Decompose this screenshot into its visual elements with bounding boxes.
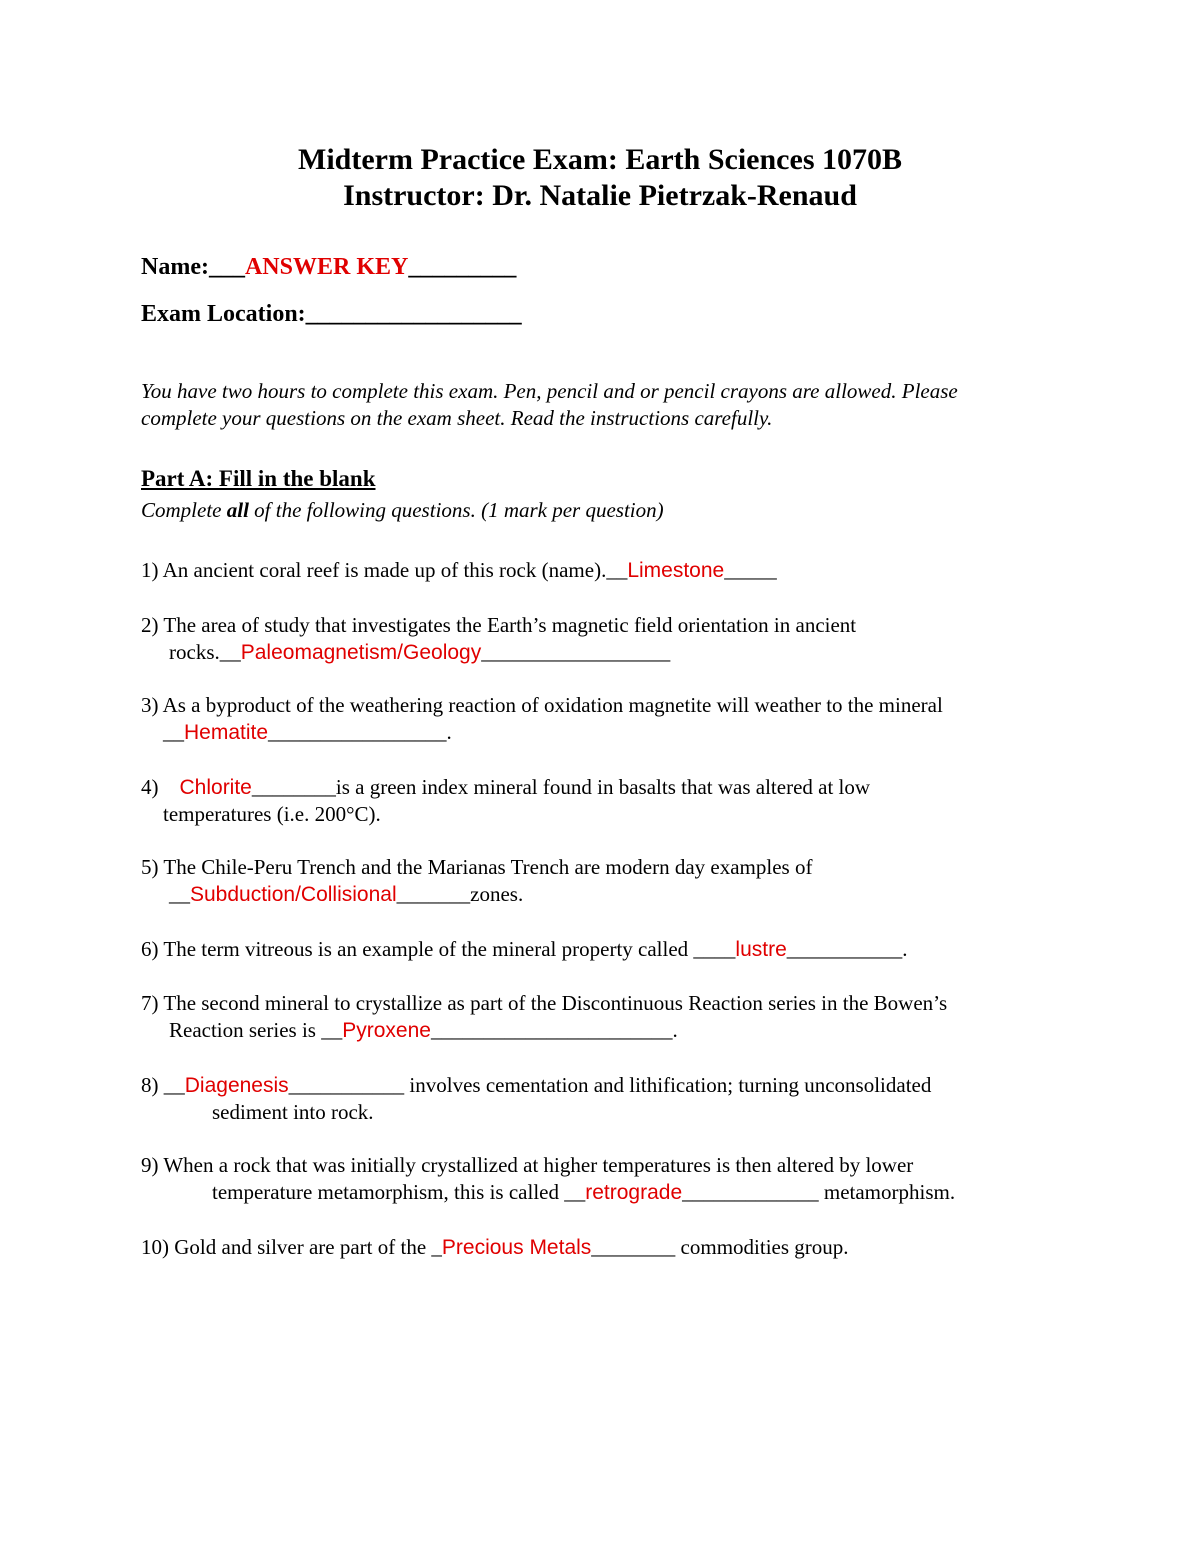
- question-text: _____________ metamorphism.: [682, 1180, 956, 1204]
- question-text: _________________.: [268, 720, 452, 744]
- name-field: [141, 252, 516, 282]
- name-label: Name:___: [141, 254, 245, 280]
- question-text: __________________: [481, 640, 671, 664]
- question-text: 7) The second mineral to crystallize as part of the Discontinuous Reaction series in the Bowen’s: [141, 991, 948, 1015]
- instructor-line: Instructor: Dr. Natalie Pietrzak-Renaud: [343, 179, 857, 212]
- question-10: [141, 1234, 849, 1261]
- instructions-line-2: complete your questions on the exam sheet. Read the instructions carefully.: [141, 406, 773, 430]
- question-3: [141, 692, 943, 746]
- question-text: temperature metamorphism, this is called __: [212, 1180, 586, 1204]
- answer: Paleomagnetism/Geology: [240, 641, 482, 664]
- answer: lustre: [735, 938, 787, 961]
- question-text: 6) The term vitreous is an example of the mineral property called ____: [141, 937, 736, 961]
- question-text: __: [169, 882, 190, 906]
- name-value: ANSWER KEY: [244, 254, 409, 280]
- answer: Pyroxene: [342, 1019, 431, 1042]
- answer: retrograde: [585, 1181, 683, 1204]
- question-text: _______zones.: [396, 882, 524, 906]
- question-text: ___________ involves cementation and lithification; turning unconsolidated: [288, 1073, 932, 1097]
- question-text: rocks.__: [169, 640, 241, 664]
- answer: Limestone: [627, 559, 725, 582]
- question-text: _______________________.: [430, 1018, 678, 1042]
- question-5: [141, 854, 812, 908]
- question-text: ___________.: [786, 937, 908, 961]
- question-8: [141, 1072, 931, 1126]
- answer: Hematite: [184, 721, 269, 744]
- name-trail: _________: [408, 254, 517, 280]
- part-a-sub-bold: all: [226, 498, 249, 522]
- exam-location-field: [141, 299, 522, 329]
- question-text: _____: [724, 558, 777, 582]
- part-a-heading: Part A: Fill in the blank: [141, 466, 376, 491]
- question-text: 3) As a byproduct of the weathering reaction of oxidation magnetite will weather to the mineral: [141, 693, 943, 717]
- answer: Precious Metals: [441, 1236, 592, 1259]
- part-a-sub-after: of the following questions. (1 mark per question): [248, 498, 664, 522]
- location-blank: __________________: [305, 301, 522, 327]
- answer: Diagenesis: [184, 1074, 289, 1097]
- question-text: 8) __: [141, 1073, 185, 1097]
- answer: Chlorite: [179, 776, 252, 799]
- question-text: 9) When a rock that was initially crystallized at higher temperatures is then altered by lower: [141, 1153, 914, 1177]
- location-label: Exam Location:: [141, 301, 306, 327]
- part-a-sub-before: Complete: [141, 498, 227, 522]
- question-text: sediment into rock.: [212, 1100, 374, 1124]
- question-4: [141, 774, 870, 828]
- question-6: [141, 936, 908, 963]
- part-a-subtitle: [141, 497, 664, 524]
- answer: Subduction/Collisional: [190, 883, 397, 906]
- question-text: temperatures (i.e. 200°C).: [163, 802, 381, 826]
- exam-title: Midterm Practice Exam: Earth Sciences 1070B: [298, 143, 902, 176]
- question-text: 4): [141, 775, 180, 799]
- question-text: ________is a green index mineral found in basalts that was altered at low: [251, 775, 871, 799]
- question-text: ________ commodities group.: [591, 1235, 849, 1259]
- instructions-line-1: You have two hours to complete this exam. Pen, pencil and or pencil crayons are allowed. Please: [141, 379, 958, 403]
- question-1: [141, 557, 777, 584]
- question-9: [141, 1152, 955, 1206]
- question-text: 1) An ancient coral reef is made up of this rock (name).__: [141, 558, 628, 582]
- question-text: Reaction series is __: [169, 1018, 343, 1042]
- instructions: [141, 378, 1071, 432]
- question-text: 5) The Chile-Peru Trench and the Marianas Trench are modern day examples of: [141, 855, 813, 879]
- question-text: __: [163, 720, 184, 744]
- question-2: [141, 612, 856, 666]
- question-text: 10) Gold and silver are part of the _: [141, 1235, 442, 1259]
- question-7: [141, 990, 947, 1044]
- question-text: 2) The area of study that investigates the Earth’s magnetic field orientation in ancient: [141, 613, 857, 637]
